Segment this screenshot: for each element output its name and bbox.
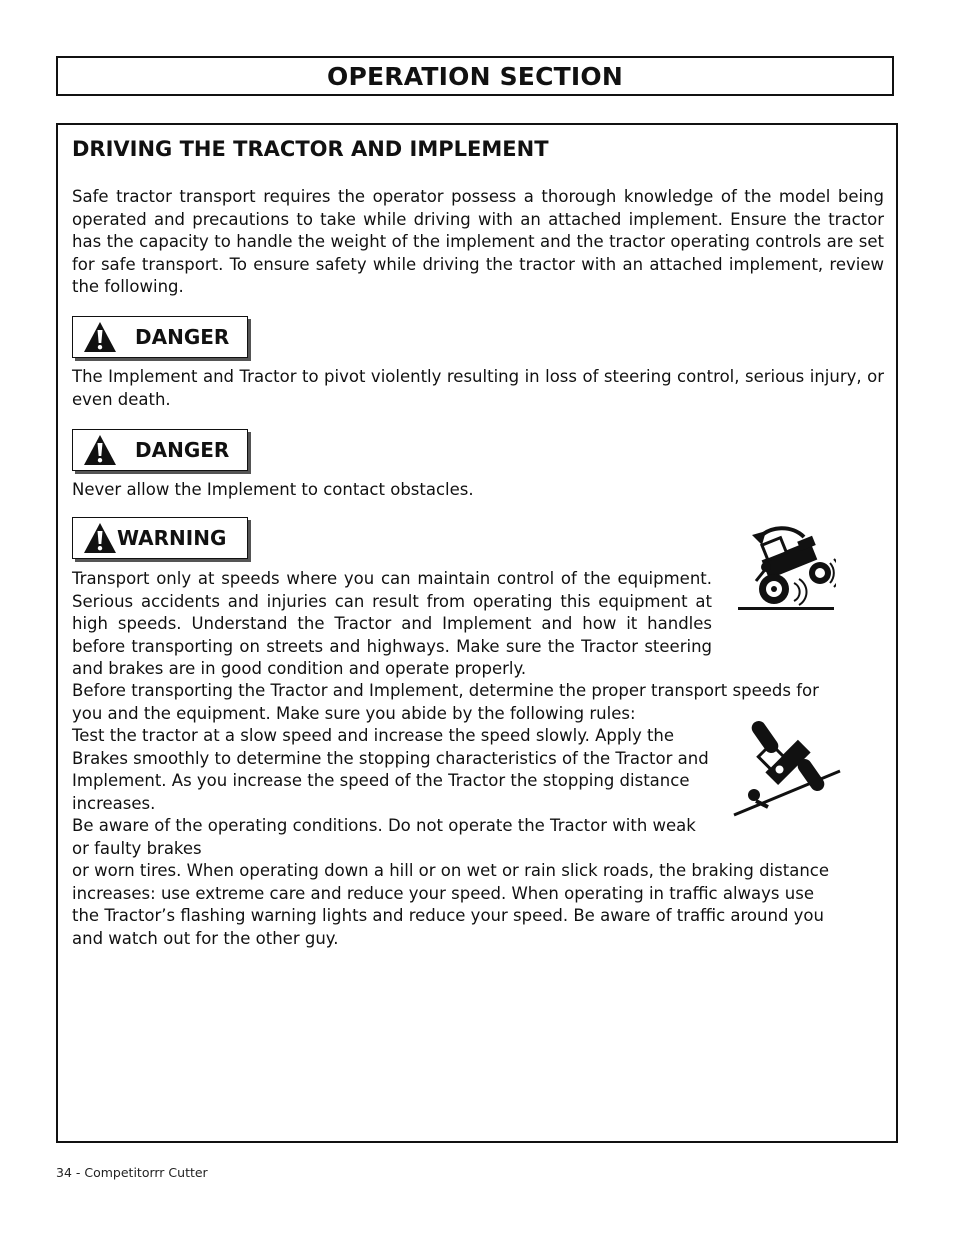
alert-triangle-icon — [83, 522, 117, 554]
danger-label — [72, 429, 248, 471]
danger-paragraph: The Implement and Tractor to pivot violently resulting in loss of steering control, serious injury, or even death. — [72, 367, 884, 409]
alert-triangle-icon — [83, 321, 117, 353]
intro-paragraph: Safe tractor transport requires the operator possess a thorough knowledge of the model being operated and precautions to take while driving with an attached implement. Ensure the tractor has the capacity to handle the weight of the implement and the tractor operating controls are set for safe transport. To ensure safety while driving the tractor with an attached implement, review the following. — [72, 187, 884, 296]
warning-label — [72, 517, 248, 559]
transport-speed-paragraph: Before transporting the Tractor and Implement, determine the proper transport speeds for you and the equipment. Make sure you abide by the following rules: — [72, 681, 819, 723]
hill-and-traffic-paragraph: or worn tires. When operating down a hill or on wet or rain slick roads, the braking distance increases: use extreme care and reduce your speed. When operating in traffic always use the Tractor’s flashing warning lights and reduce your speed. Be aware of traffic around you and watch out for the other guy. — [72, 861, 830, 948]
subsection-title: DRIVING THE TRACTOR AND IMPLEMENT — [72, 137, 549, 161]
warning-paragraph: Transport only at speeds where you can maintain control of the equipment. Serious accidents and injuries can result from operating this equipment at high speeds. Understand the Tractor and Implement and how it handles before transporting on streets and highways. Make sure the Tractor steering and brakes are in good condition and operate properly. — [72, 569, 712, 678]
danger-label-text: DANGER — [135, 438, 230, 462]
tractor-tipping-illustration — [736, 523, 836, 613]
section-header — [56, 56, 894, 96]
danger-label — [72, 316, 248, 358]
test-speed-paragraph: Test the tractor at a slow speed and increase the speed slowly. Apply the Brakes smoothly to determine the stopping characteristics of the Tractor and Implement. As you increase the speed of the Tractor the stopping distance increases. — [72, 726, 709, 813]
danger-label-text: DANGER — [135, 325, 230, 349]
operating-conditions-paragraph: Be aware of the operating conditions. Do not operate the Tractor with weak or faulty brakes — [72, 816, 696, 858]
content-box — [56, 123, 898, 1143]
warning-label-text: WARNING — [117, 526, 227, 550]
danger-paragraph: Never allow the Implement to contact obstacles. — [72, 480, 474, 499]
tractor-on-slope-illustration — [732, 715, 844, 819]
section-header-title: OPERATION SECTION — [327, 62, 623, 91]
page-footer: 34 - Competitorrr Cutter — [56, 1165, 208, 1180]
alert-triangle-icon — [83, 434, 117, 466]
